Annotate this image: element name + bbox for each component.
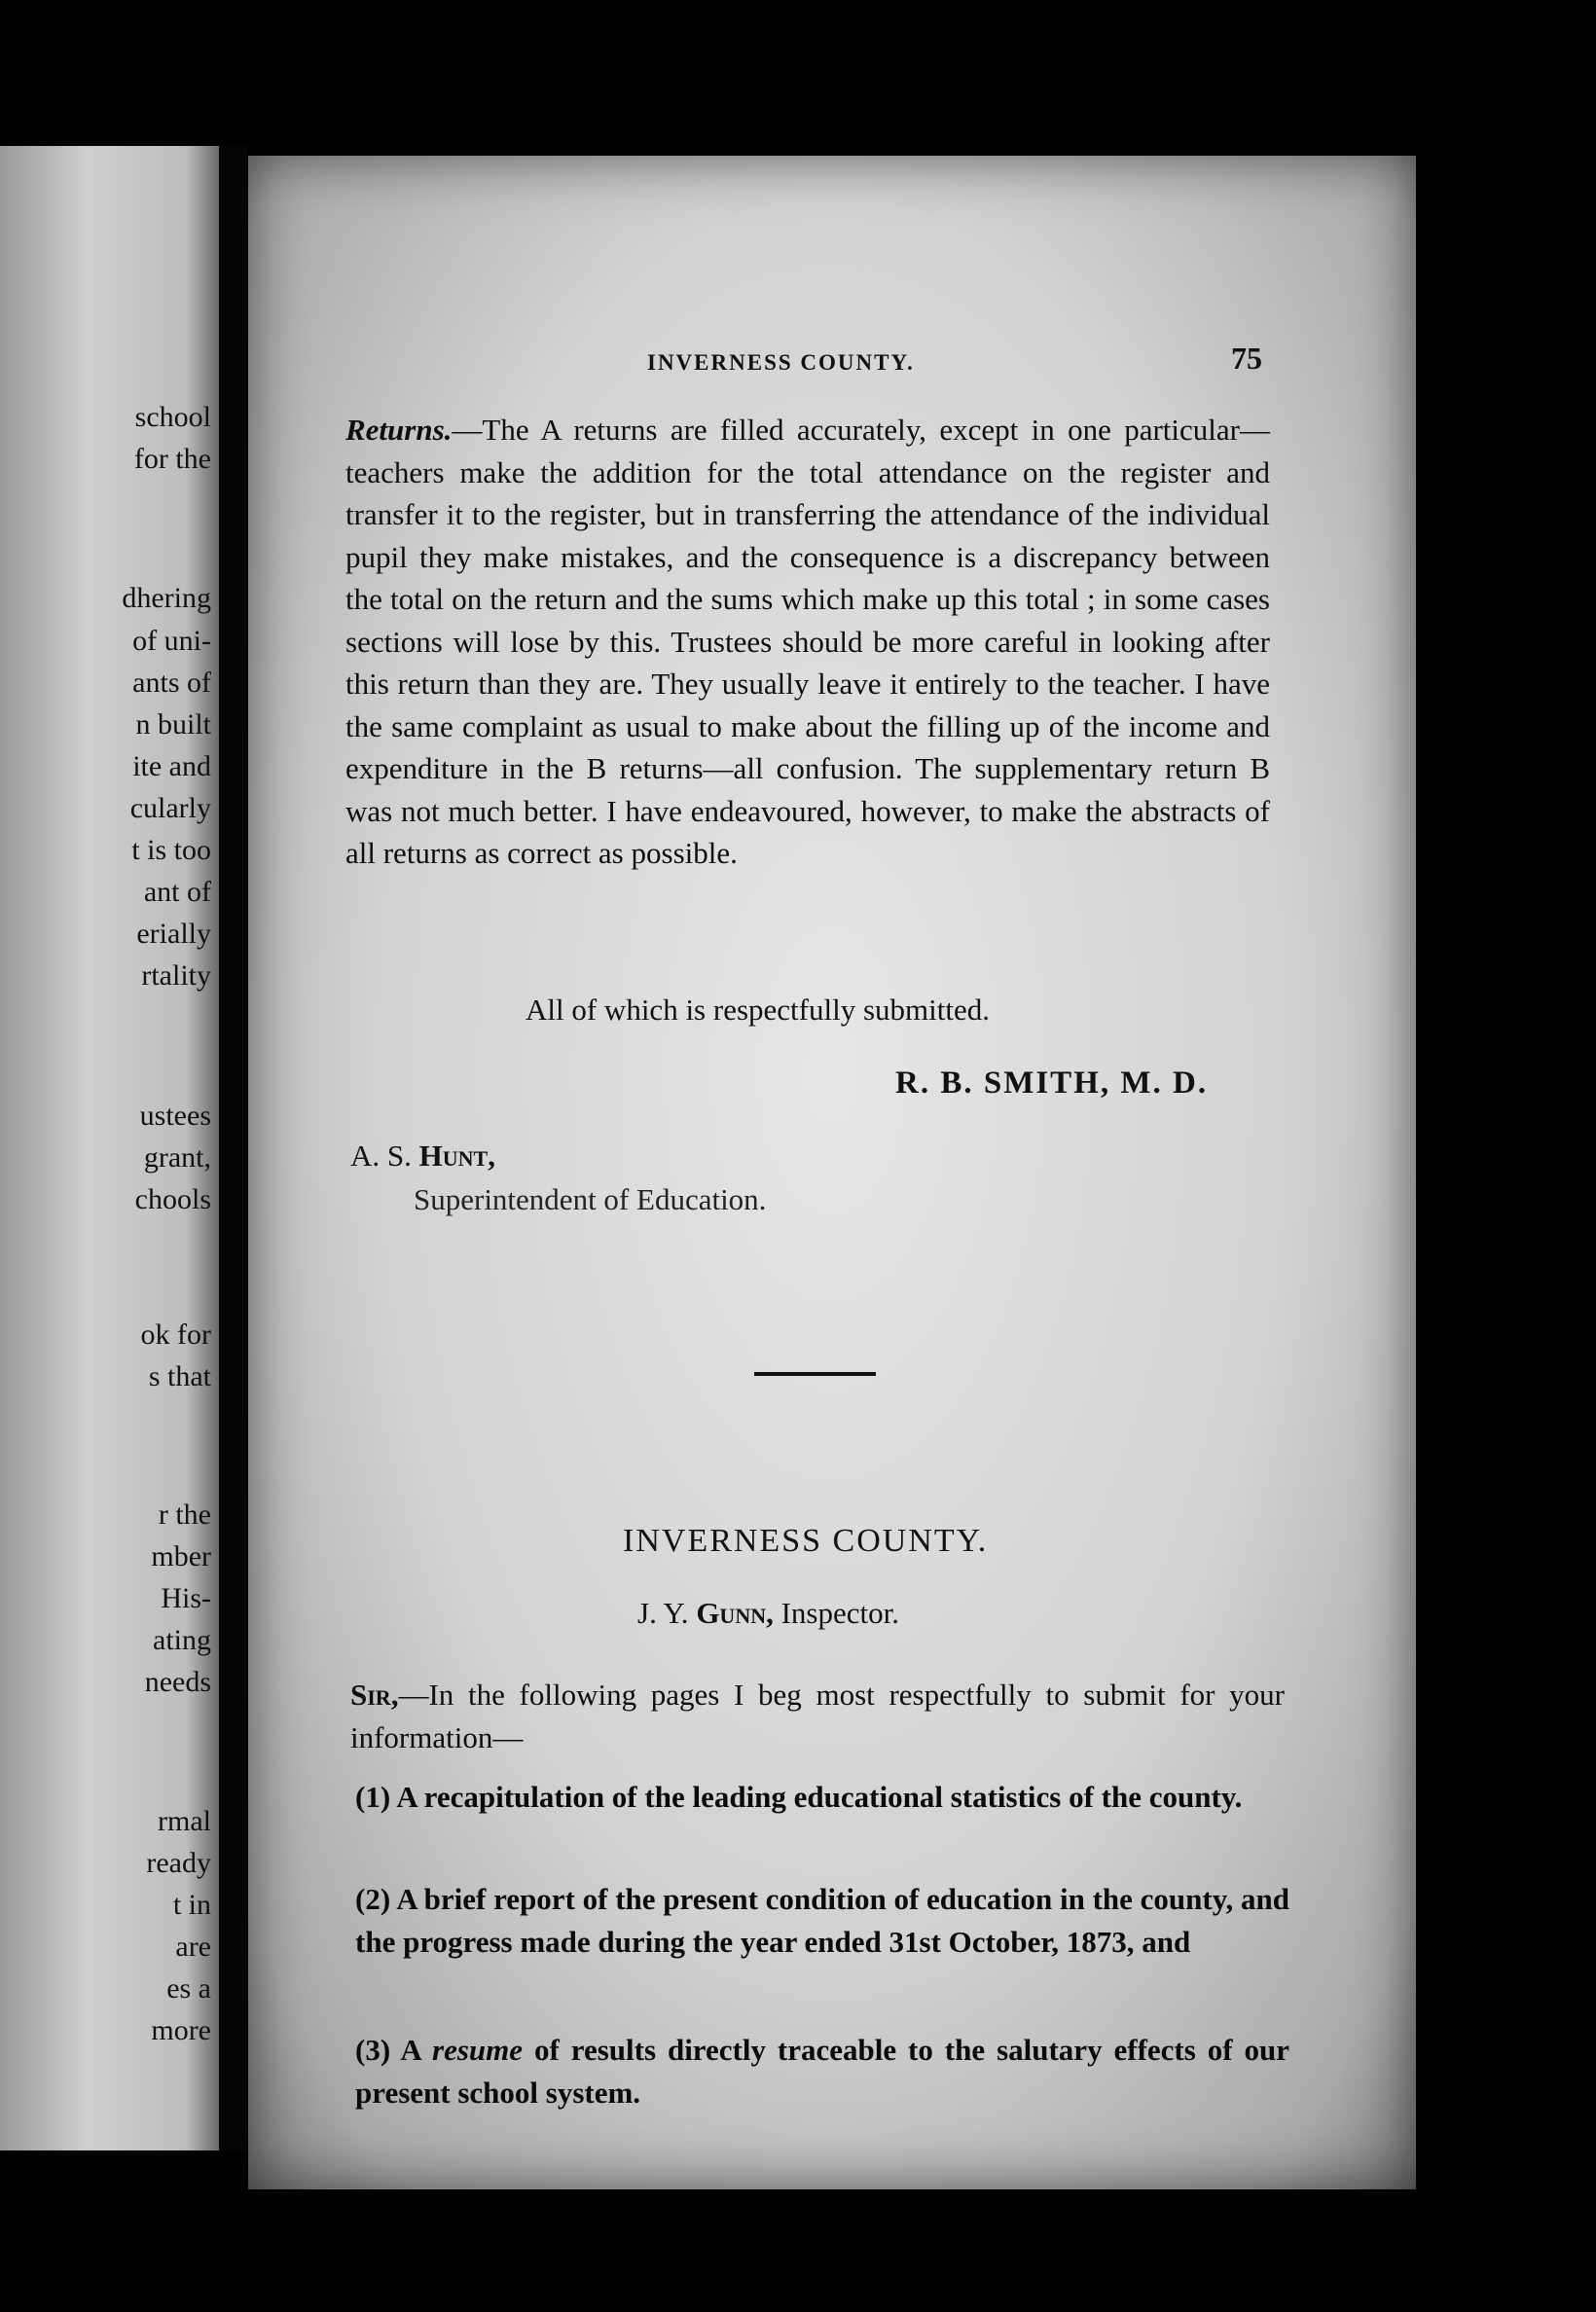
inspector-role: Inspector. (780, 1596, 899, 1630)
left-fragment: ready (146, 1847, 211, 1879)
list-text-post: of results directly traceable to the salutary effects of our present school system. (355, 2033, 1290, 2110)
addressee-name (350, 1138, 495, 1174)
list-text-pre: A (400, 2033, 421, 2067)
book-gutter (219, 146, 248, 2150)
left-fragment: more (151, 2014, 211, 2046)
salutation: Sir, (350, 1678, 399, 1712)
left-fragment: ant of (143, 876, 211, 908)
inspector-line (637, 1596, 899, 1631)
left-fragment: ustees (139, 1100, 211, 1132)
returns-text: —The A returns are filled accurately, except in one particular—teachers make the addition for the total attendance on the register and transfer it to the register, but in transferring the attendance of the individual pupil they make mistakes, and the consequence is a discrepancy between the total on the return and the sums which make up this total ; in some cases sections will lose by this. Trustees should be more careful in looking after this return than they are. They usually leave it entirely to the teacher. I have the same complaint as usual to make about the filling up of the income and expenditure in the B returns—all confusion. The supplementary return B was not much better. I have endeavoured, however, to make the abstracts of all returns as correct as possible. (345, 413, 1270, 870)
left-fragment: grant, (143, 1141, 211, 1174)
document-page (248, 156, 1416, 2189)
left-fragment: ite and (132, 750, 211, 782)
addressee-initials: A. S. (350, 1138, 412, 1173)
inspector-surname: Gunn, (696, 1596, 774, 1630)
intro-paragraph (350, 1674, 1285, 1759)
left-fragment: t in (172, 1889, 211, 1921)
left-fragment: cularly (129, 792, 211, 824)
list-item (355, 1776, 1289, 1819)
list-text-emphasis: resume (432, 2033, 524, 2067)
left-fragment: ating (153, 1624, 211, 1656)
left-fragment: mber (151, 1540, 211, 1572)
page-number: 75 (1231, 341, 1262, 376)
left-fragment: needs (144, 1666, 211, 1698)
addressee-title: Superintendent of Education. (414, 1182, 767, 1216)
left-fragment: rmal (158, 1805, 211, 1837)
addressee-surname: Hunt, (418, 1138, 495, 1173)
left-fragment: ok for (140, 1319, 211, 1351)
list-number: (3) (355, 2033, 391, 2067)
left-fragment: of uni- (132, 625, 211, 657)
signature: R. B. SMITH, M. D. (895, 1066, 1209, 1101)
inspector-initials: J. Y. (637, 1596, 689, 1630)
closing-line: All of which is respectfully submitted. (526, 993, 990, 1027)
list-item (355, 2029, 1289, 2114)
left-fragment: school (134, 401, 211, 433)
left-fragment: t is too (131, 834, 211, 866)
left-fragment: chools (134, 1183, 211, 1215)
left-fragment: rtality (141, 959, 211, 992)
intro-text: —In the following pages I beg most respectfully to submit for your information— (350, 1678, 1285, 1754)
list-item (355, 1878, 1289, 1964)
returns-lead: Returns. (345, 413, 453, 447)
list-text: A brief report of the present condition of education in the county, and the progress made during the year ended 31st October, 1873, and (355, 1882, 1289, 1959)
section-title: INVERNESS COUNTY. (623, 1523, 989, 1559)
returns-paragraph (345, 409, 1270, 875)
left-fragment: His- (161, 1582, 211, 1614)
left-fragment: erially (136, 918, 211, 950)
left-fragment: n built (135, 708, 211, 741)
list-text: A recapitulation of the leading educational statistics of the county. (396, 1780, 1243, 1814)
running-head: INVERNESS COUNTY. (647, 350, 915, 375)
list-number: (1) (355, 1780, 391, 1814)
previous-page-edge (0, 146, 219, 2150)
left-fragment: r the (158, 1499, 211, 1531)
list-number: (2) (355, 1882, 391, 1916)
section-divider (754, 1372, 876, 1376)
left-fragment: for the (133, 443, 211, 475)
left-fragment: are (175, 1931, 211, 1963)
left-fragment: s that (148, 1360, 211, 1392)
left-fragment: es a (166, 1972, 211, 2005)
left-fragment: ants of (132, 667, 211, 699)
left-fragment: dhering (122, 582, 211, 614)
